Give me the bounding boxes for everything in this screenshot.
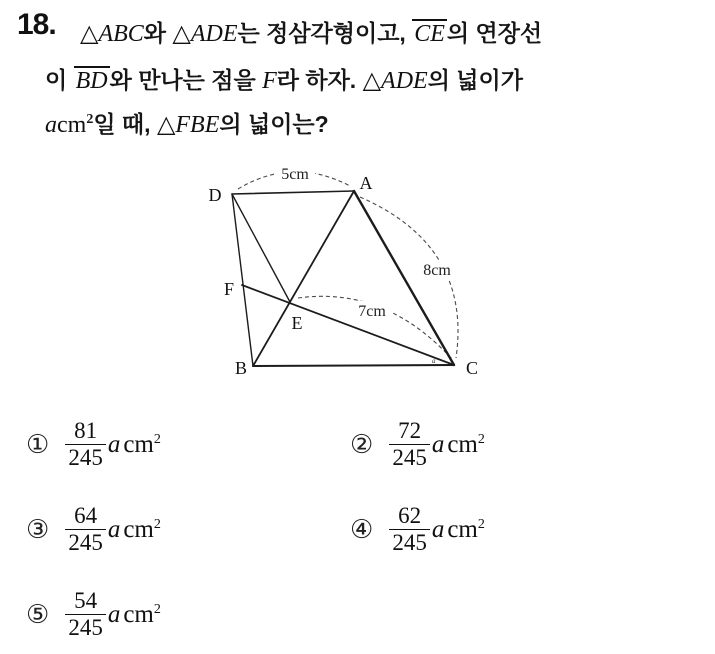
math-triangle-ade: △ADE	[172, 21, 238, 47]
choice-1-circled-number: ①	[26, 430, 50, 460]
vertex-label-b: B	[234, 358, 248, 378]
choice-3-circled-number: ③	[26, 515, 50, 545]
choice-5-numerator: 54	[74, 588, 98, 614]
statement-line-2	[45, 62, 523, 95]
segment-db	[232, 194, 253, 366]
vertex-label-d: D	[208, 185, 222, 205]
choice-2-numerator: 72	[398, 418, 422, 444]
choice-5-power: 2	[153, 602, 161, 617]
choice-5-coeff: a	[107, 601, 121, 628]
segment-da	[232, 191, 354, 194]
choice-3-cm: cm	[123, 516, 154, 543]
choice-3-unit	[108, 516, 161, 544]
vertex-label-a: A	[359, 173, 373, 193]
choice-4-numerator: 62	[398, 503, 422, 529]
choice-2-unit	[432, 431, 485, 459]
choice-2-circled-number: ②	[350, 430, 374, 460]
choice-2-coeff: a	[431, 431, 445, 458]
choice-3-power: 2	[153, 517, 161, 532]
math-triangle-fbe: △FBE	[156, 112, 220, 138]
choice-4-coeff: a	[431, 516, 445, 543]
choice-2-denominator: 245	[389, 444, 430, 471]
vertex-label-c: C	[465, 358, 479, 378]
math-segment-ce-overline: CE	[414, 21, 445, 47]
choice-2-cm: cm	[447, 431, 478, 458]
choice-5-circled-number: ⑤	[26, 600, 50, 630]
korean-text: 이	[45, 67, 74, 93]
korean-text: 의 넓이가	[427, 67, 523, 93]
choice-5-denominator: 245	[65, 614, 106, 641]
choice-5-fraction	[65, 589, 106, 641]
choice-1-cm: cm	[123, 431, 154, 458]
math-triangle-ade-2: △ADE	[362, 68, 428, 94]
statement-line-3	[45, 106, 329, 139]
choice-4-power: 2	[477, 517, 485, 532]
geometry-figure	[180, 148, 510, 398]
korean-text: 와 만나는 점을	[109, 67, 263, 93]
choice-1-fraction	[65, 419, 106, 471]
choice-3-denominator: 245	[65, 529, 106, 556]
segment-fc	[242, 285, 454, 365]
math-power-2: 2	[86, 112, 94, 127]
choice-1-power: 2	[153, 432, 161, 447]
korean-text: 와	[143, 20, 173, 46]
segment-de	[232, 194, 290, 302]
vertex-label-f: F	[223, 279, 235, 299]
choice-5-unit	[108, 601, 161, 629]
vertex-label-e: E	[291, 313, 303, 333]
choice-4-circled-number: ④	[350, 515, 374, 545]
statement-line-1	[80, 15, 542, 48]
choice-4-unit	[432, 516, 485, 544]
math-segment-bd-overline: BD	[75, 68, 108, 94]
choice-5[interactable]	[26, 586, 161, 644]
measure-label-ec: 7cm	[358, 303, 386, 320]
segment-bc	[253, 365, 454, 366]
korean-text: 라 하자.	[276, 67, 363, 93]
measure-label-ac: 8cm	[423, 262, 451, 279]
choice-4-cm: cm	[447, 516, 478, 543]
korean-text: 는 정삼각형이고,	[237, 20, 413, 46]
math-point-f: F	[262, 68, 277, 94]
problem-number: 18.	[17, 8, 56, 41]
choice-3-coeff: a	[107, 516, 121, 543]
choice-2[interactable]	[350, 416, 485, 474]
tiny-mark-at-c: a	[432, 357, 436, 365]
math-triangle-abc: △ABC	[80, 21, 144, 47]
choice-5-cm: cm	[123, 601, 154, 628]
measure-label-da: 5cm	[281, 166, 309, 183]
choice-1-numerator: 81	[74, 418, 98, 444]
math-unit-cm: cm	[57, 112, 87, 138]
math-var-a: a	[45, 112, 57, 138]
choice-2-power: 2	[477, 432, 485, 447]
choice-2-fraction	[389, 419, 430, 471]
choice-4[interactable]	[350, 501, 485, 559]
korean-text: 의 연장선	[446, 20, 543, 46]
choice-1-unit	[108, 431, 161, 459]
choice-1-coeff: a	[107, 431, 121, 458]
segment-ab	[253, 191, 354, 366]
choice-1[interactable]	[26, 416, 161, 474]
choice-4-fraction	[389, 504, 430, 556]
choice-1-denominator: 245	[65, 444, 106, 471]
choice-3-fraction	[65, 504, 106, 556]
choice-4-denominator: 245	[389, 529, 430, 556]
choice-3-numerator: 64	[74, 503, 98, 529]
korean-text: 의 넓이는?	[219, 111, 329, 137]
korean-text: 일 때,	[93, 111, 157, 137]
choice-3[interactable]	[26, 501, 161, 559]
